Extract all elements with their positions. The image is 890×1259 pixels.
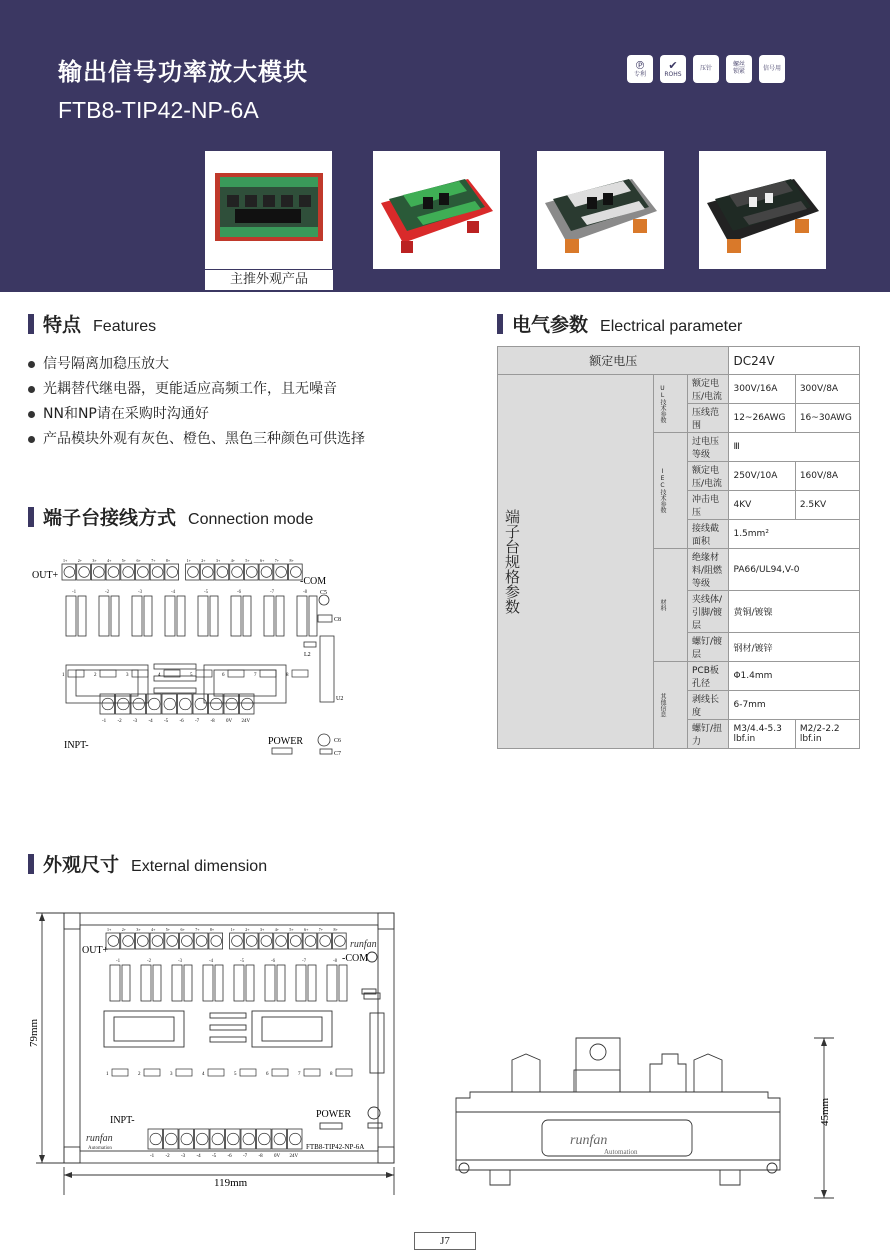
channel-label: -4 [171, 590, 176, 595]
pin-label: 3+ [216, 558, 221, 563]
bottom-pin-label: 24V [289, 1154, 299, 1159]
resistor [208, 1069, 224, 1076]
screw-icon [150, 1133, 162, 1145]
heading-bar [28, 314, 34, 334]
rated-voltage-label: 额定电压 [498, 347, 729, 375]
svg-text:C7: C7 [334, 751, 342, 757]
channel-number: 7 [254, 673, 257, 678]
pin-label: 1+ [230, 927, 235, 932]
pin-label: 6+ [260, 558, 265, 563]
pin-label: 1+ [107, 927, 112, 932]
pin-label: 7+ [274, 558, 280, 563]
resistor [304, 1069, 320, 1076]
screw-icon [243, 1133, 255, 1145]
ul-rated-label: 额定电压/电流 [688, 375, 729, 404]
channel-label: -2 [147, 959, 152, 964]
channel-label: -8 [333, 959, 338, 964]
pin-label: 8+ [333, 927, 338, 932]
transistor [111, 596, 119, 636]
electrical-table: 额定电压 DC24V 端子台规格参数 UL技术参数 额定电压/电流 300V/16A 300V/8A 压线范围 12~26AWG 16~30AWG IEC技术参数 过电压等级 Ⅲ 额定电压/电流 250V/10A 160V/8A 冲击电压 4KV 2.5KV 接线截面积 1.5mm² 材料 绝缘材料/阻燃等级 PA66/UL94,V-0 夹线体/引脚/镀层 黄铜/镀镍 螺钉/镀层 钢材/镀锌 其他信息 PCB板孔径 Φ1.4mm 剥线长度 6-7mm 螺钉/扭力 M3/4.4-5.3 lbf.in M2/2-2.2 lbf.in [497, 346, 860, 749]
resistor [144, 1069, 160, 1076]
bottom-pin-label: 0V [274, 1154, 281, 1159]
screw-icon [102, 698, 114, 710]
optocoupler [297, 596, 307, 636]
channel-label: -4 [209, 959, 214, 964]
transistor [277, 965, 285, 1001]
screw-icon [211, 936, 222, 947]
pin-label: 3+ [136, 927, 141, 932]
pin-label: 7+ [195, 927, 200, 932]
screw-icon [246, 936, 257, 947]
resistor [228, 670, 244, 677]
dim-channel-row [106, 1069, 352, 1077]
side-label-cell: 端子台规格参数 [498, 375, 654, 749]
pin-label: 7+ [318, 927, 324, 932]
svg-text:Automation: Automation [88, 1146, 112, 1151]
resistor [260, 670, 276, 677]
rated-voltage-value: DC24V [729, 347, 860, 375]
feature-item: 信号隔离加稳压放大 [28, 352, 365, 377]
pin-label: 7+ [151, 558, 156, 563]
pin-label: 8+ [209, 927, 215, 932]
power-label: POWER [268, 736, 303, 747]
product-photo-orange-top [205, 151, 332, 269]
bottom-pin-label: -3 [133, 719, 138, 724]
screw-icon [232, 567, 243, 578]
channel-label: -8 [303, 590, 308, 595]
channel-label: -6 [271, 959, 276, 964]
ic-chips [66, 595, 334, 703]
screw-icon [305, 936, 316, 947]
channel-number: 4 [158, 673, 161, 678]
bottom-pin-label: 0V [226, 719, 233, 724]
bullet-icon [28, 386, 35, 393]
screw-icon [79, 567, 90, 578]
screw-icon [291, 567, 302, 578]
pin-label: 1+ [63, 558, 68, 563]
resistor [100, 670, 116, 677]
screw-icon [167, 567, 178, 578]
optocoupler [296, 965, 306, 1001]
transistor [339, 965, 347, 1001]
channel-number: 8 [286, 673, 289, 678]
product-photo-grey [537, 151, 664, 269]
com-label: -COM [300, 576, 327, 587]
channel-number: 3 [170, 1072, 173, 1077]
screw-icon [188, 567, 199, 578]
optocoupler [264, 596, 274, 636]
channel-label: -6 [237, 590, 242, 595]
screw-icon [181, 1133, 193, 1145]
iec-group: IEC技术参数 [654, 433, 688, 549]
channel-number: 2 [138, 1072, 141, 1077]
svg-text:C5: C5 [320, 590, 328, 596]
screw-icon [137, 936, 148, 947]
optocoupler [165, 596, 175, 636]
out-label: OUT+ [32, 570, 59, 581]
channel-number: 6 [266, 1072, 269, 1077]
patent-icon: ℗ [634, 58, 646, 72]
screw-icon [164, 698, 176, 710]
screw-icon [202, 567, 213, 578]
pin-label: 4+ [151, 927, 156, 932]
bottom-pin-label: -5 [212, 1154, 217, 1159]
screw-icon [261, 936, 272, 947]
transistor [215, 965, 223, 1001]
screw-icon [138, 567, 149, 578]
feature-item: 产品模块外观有灰色、橙色、黑色三种颜色可供选择 [28, 427, 365, 452]
product-title: 输出信号功率放大模块 [58, 58, 308, 86]
screw-icon [232, 936, 243, 947]
svg-text:Automation: Automation [604, 1148, 638, 1156]
dimension-title-cn: 外观尺寸 [43, 854, 120, 876]
channel-label: -1 [72, 590, 77, 595]
transistor [122, 965, 130, 1001]
channel-number: 1 [62, 673, 65, 678]
pin-label: 6+ [180, 927, 185, 932]
channel-label: -3 [138, 590, 143, 595]
rohs-check-icon: ✔ [668, 58, 678, 72]
screw-icon [108, 567, 119, 578]
dimension-heading [28, 850, 267, 877]
optocoupler [327, 965, 337, 1001]
pin-label: 2+ [201, 558, 206, 563]
relay-row [66, 590, 317, 636]
dim-top-terminals [106, 927, 346, 949]
channel-number: 4 [202, 1072, 205, 1077]
pin-label: 6+ [136, 558, 141, 563]
screw-icon [320, 936, 331, 947]
heading-bar [28, 507, 34, 527]
connection-heading [28, 503, 313, 530]
screw-icon [261, 567, 272, 578]
brand-logo: runfan [350, 939, 377, 950]
channel-number: 6 [222, 673, 225, 678]
screw-icon [133, 698, 145, 710]
screw-icon [149, 698, 161, 710]
channel-number: 7 [298, 1072, 301, 1077]
optocoupler [198, 596, 208, 636]
led-icon [318, 734, 330, 746]
screw-icon [276, 936, 287, 947]
dimension-title-en: External dimension [131, 858, 268, 875]
screw-icon [211, 698, 223, 710]
bottom-pin-label: -1 [150, 1154, 155, 1159]
bottom-pin-label: -3 [181, 1154, 186, 1159]
channel-number: 1 [106, 1072, 109, 1077]
pin-label: 5+ [289, 927, 294, 932]
top-view-drawing [24, 905, 414, 1200]
connection-title-en: Connection mode [188, 511, 314, 528]
svg-text:OUT+: OUT+ [82, 945, 109, 956]
channel-number: 5 [234, 1072, 237, 1077]
screw-icon [195, 698, 207, 710]
input-label: INPT- [64, 740, 89, 751]
resistor [240, 1069, 256, 1076]
channel-label: -7 [270, 590, 275, 595]
electrical-heading [497, 310, 742, 337]
screw-icon [152, 936, 163, 947]
screw-icon [180, 698, 192, 710]
pin-label: 3+ [260, 927, 265, 932]
other-group: 其他信息 [654, 662, 688, 749]
transistor [276, 596, 284, 636]
transistor [246, 965, 254, 1001]
optocoupler [234, 965, 244, 1001]
resistor [132, 670, 148, 677]
pin-badge: 压针 [693, 55, 719, 83]
electrical-title-en: Electrical parameter [600, 318, 743, 335]
dim-bottom-terminals [148, 1129, 302, 1159]
pin-label: 4+ [230, 558, 235, 563]
pin-label: 4+ [274, 927, 279, 932]
transistor [153, 965, 161, 1001]
electrical-title-cn: 电气参数 [512, 314, 589, 336]
transistor [210, 596, 218, 636]
page-number: J7 [414, 1232, 476, 1250]
side-brand-logo: runfan [570, 1133, 608, 1148]
bottom-pin-label: -4 [196, 1154, 201, 1159]
screw-icon [93, 567, 104, 578]
screw-icon [108, 936, 119, 947]
width-dim-label: 119mm [214, 1177, 248, 1189]
channel-label: -7 [302, 959, 307, 964]
material-group: 材料 [654, 549, 688, 662]
header-banner [0, 0, 890, 292]
screw-icon [259, 1133, 271, 1145]
screw-icon [167, 936, 178, 947]
channel-label: -5 [204, 590, 209, 595]
connection-title-cn: 端子台接线方式 [43, 507, 177, 529]
screw-icon [335, 936, 346, 947]
pin-label: 2+ [245, 927, 250, 932]
screw-badge: 螺丝 锁紧 [726, 55, 752, 83]
pin-label: 4+ [107, 558, 112, 563]
channel-number: 5 [190, 673, 193, 678]
optocoupler [203, 965, 213, 1001]
screw-icon [290, 936, 301, 947]
connection-diagram [28, 552, 358, 782]
channel-label: -5 [240, 959, 245, 964]
optocoupler [132, 596, 142, 636]
svg-text:C6: C6 [334, 738, 342, 744]
height-dim-label: 79mm [28, 1018, 40, 1047]
svg-text:POWER: POWER [316, 1109, 351, 1120]
bottom-pin-label: -4 [148, 719, 153, 724]
bullet-icon [28, 411, 35, 418]
brand-logo-bottom: runfan [86, 1133, 113, 1144]
top-terminal-block [62, 558, 302, 580]
screw-icon [182, 936, 193, 947]
rohs-badge: ✔ ROHS [660, 55, 686, 83]
product-photo-black [699, 151, 826, 269]
resistor [336, 1069, 352, 1076]
optocoupler [265, 965, 275, 1001]
channel-label: -3 [178, 959, 183, 964]
ul-group: UL技术参数 [654, 375, 688, 433]
bottom-pin-label: -2 [117, 719, 122, 724]
screw-icon [212, 1133, 224, 1145]
features-title-cn: 特点 [43, 314, 82, 336]
resistor [112, 1069, 128, 1076]
heading-bar [28, 854, 34, 874]
pin-label: 8+ [165, 558, 171, 563]
optocoupler [99, 596, 109, 636]
screw-icon [290, 1133, 302, 1145]
screw-icon [274, 1133, 286, 1145]
bottom-pin-label: -6 [227, 1154, 232, 1159]
bottom-pin-label: -8 [258, 1154, 263, 1159]
svg-text:L2: L2 [304, 652, 311, 658]
transistor [144, 596, 152, 636]
transistor [309, 596, 317, 636]
features-list [28, 352, 365, 452]
screw-icon [197, 1133, 209, 1145]
side-height-dim-label: 45mm [819, 1097, 831, 1126]
transistor [308, 965, 316, 1001]
bottom-pin-label: -8 [210, 719, 215, 724]
heading-bar [497, 314, 503, 334]
bottom-pin-label: -7 [195, 719, 200, 724]
bottom-pin-label: -2 [165, 1154, 170, 1159]
channel-label: -2 [105, 590, 110, 595]
bottom-terminal-block [100, 694, 254, 724]
svg-text:U2: U2 [336, 696, 344, 702]
bottom-pin-label: -5 [164, 719, 169, 724]
feature-item: 光耦替代继电器，更能适应高频工作，且无噪音 [28, 377, 365, 402]
pin-label: 2+ [121, 927, 126, 932]
optocoupler [172, 965, 182, 1001]
screw-icon [123, 936, 134, 947]
pin-label: 2+ [77, 558, 82, 563]
screw-icon [64, 567, 75, 578]
optocoupler [66, 596, 76, 636]
channel-number: 3 [126, 673, 129, 678]
svg-text:INPT-: INPT- [110, 1115, 135, 1126]
screw-icon [123, 567, 134, 578]
channel-label: -1 [116, 959, 121, 964]
screw-icon [152, 567, 163, 578]
dim-relay-row [110, 959, 347, 1001]
bullet-icon [28, 361, 35, 368]
transistor [243, 596, 251, 636]
screw-icon [228, 1133, 240, 1145]
pin-label: 3+ [92, 558, 97, 563]
optocoupler [110, 965, 120, 1001]
transistor [78, 596, 86, 636]
svg-text:-COM: -COM [342, 953, 369, 964]
signal-badge: 信号用 [759, 55, 785, 83]
optocoupler [231, 596, 241, 636]
photo-caption: 主推外观产品 [205, 270, 333, 290]
pin-label: 6+ [304, 927, 309, 932]
badge-row [627, 55, 785, 83]
pin-label: 8+ [289, 558, 294, 563]
channel-number: 2 [94, 673, 97, 678]
resistor [292, 670, 308, 677]
pin-label: 5+ [245, 558, 250, 563]
bottom-pin-label: -1 [102, 719, 107, 724]
bullet-icon [28, 436, 35, 443]
pin-label: 5+ [165, 927, 171, 932]
screw-icon [226, 698, 238, 710]
features-heading [28, 310, 156, 337]
product-model: FTB8-TIP42-NP-6A [58, 97, 259, 123]
screw-icon [242, 698, 254, 710]
channel-row [62, 670, 308, 678]
channel-number: 8 [330, 1072, 333, 1077]
bottom-pin-label: 24V [241, 719, 251, 724]
pin-label: 5+ [121, 558, 127, 563]
svg-text:C8: C8 [334, 617, 342, 623]
resistor [176, 1069, 192, 1076]
screw-icon [276, 567, 287, 578]
screw-icon [246, 567, 257, 578]
board-model-label: FTB8-TIP42-NP-6A [306, 1143, 365, 1151]
resistor [272, 1069, 288, 1076]
product-photo-red [373, 151, 500, 269]
features-title-en: Features [93, 318, 157, 335]
pin-label: 1+ [186, 558, 191, 563]
screw-icon [217, 567, 228, 578]
transistor [184, 965, 192, 1001]
side-view-drawing [450, 1020, 835, 1205]
bottom-pin-label: -6 [179, 719, 184, 724]
bottom-pin-label: -7 [243, 1154, 248, 1159]
patent-badge: ℗ 专利 [627, 55, 653, 83]
screw-icon [166, 1133, 178, 1145]
transistor [177, 596, 185, 636]
screw-icon [196, 936, 207, 947]
optocoupler [141, 965, 151, 1001]
feature-item: NN和NP请在采购时沟通好 [28, 402, 365, 427]
screw-icon [118, 698, 130, 710]
